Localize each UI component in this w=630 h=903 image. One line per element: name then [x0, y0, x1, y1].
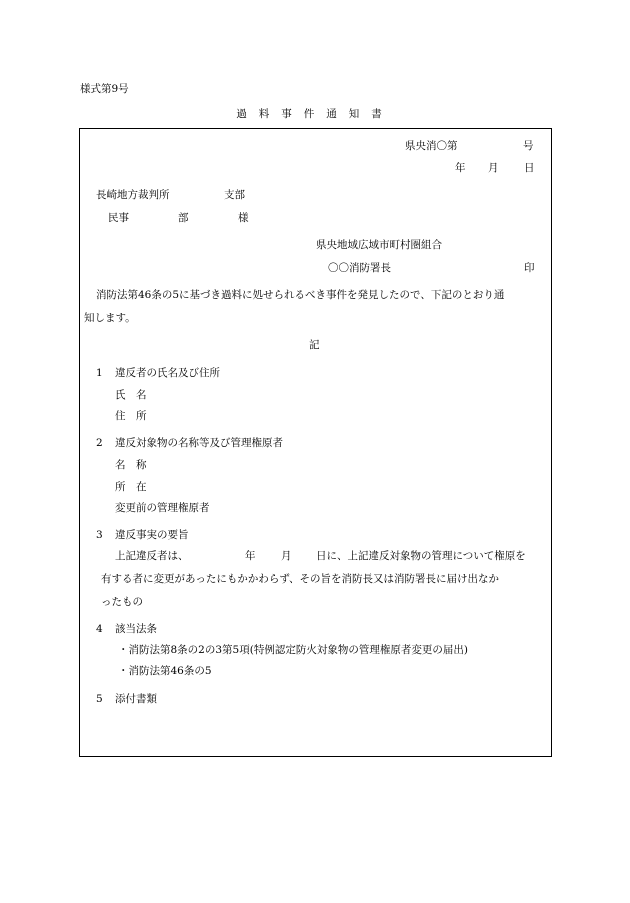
body-line-1: 消防法第46条の5に基づき過料に処せられるべき事件を発見したので、下記のとおり通 [96, 289, 505, 301]
sender-organization: 県央地域広域市町村圏組合 [316, 239, 442, 251]
section-2-location-label: 所 在 [115, 481, 147, 493]
date-day: 日 [524, 162, 535, 174]
recipient-division: 部 [178, 212, 189, 224]
section-5-number: 5 [96, 693, 103, 705]
date-month: 月 [488, 162, 499, 174]
section-3-line-1-year: 年 [245, 550, 256, 562]
recipient-branch: 支部 [224, 189, 245, 201]
section-3-line-1-rest: 日に、上記違反対象物の管理について権原を [316, 550, 526, 562]
seal-mark: 印 [524, 262, 535, 274]
section-4-bullet-1: ・消防法第8条の2の3第5項(特例認定防火対象物の管理権原者変更の届出) [118, 644, 468, 656]
reference-prefix: 県央消〇第 [405, 140, 458, 152]
ki-heading: 記 [309, 339, 320, 351]
section-2-name-label: 名 称 [115, 459, 147, 471]
section-5-title: 添付書類 [115, 693, 157, 705]
document-title: 過料事件通知書 [236, 108, 394, 120]
section-3-title: 違反事実の要旨 [115, 529, 189, 541]
section-1-name-label: 氏 名 [115, 389, 147, 401]
section-3-line-1a: 上記違反者は、 [115, 550, 189, 562]
section-3-line-3: ったもの [101, 596, 143, 608]
form-number: 様式第9号 [80, 83, 129, 95]
section-1-title: 違反者の氏名及び住所 [115, 367, 220, 379]
section-3-line-1-month: 月 [281, 550, 292, 562]
date-year: 年 [455, 162, 466, 174]
sender-name: 〇〇消防署長 [328, 262, 391, 274]
section-3-number: 3 [96, 529, 103, 541]
section-1-number: 1 [96, 367, 103, 379]
section-2-number: 2 [96, 437, 103, 449]
section-1-address-label: 住 所 [115, 410, 147, 422]
recipient-honorific: 様 [238, 212, 249, 224]
recipient-civil: 民事 [108, 212, 129, 224]
section-2-previous-owner-label: 変更前の管理権原者 [115, 502, 210, 514]
section-2-title: 違反対象物の名称等及び管理権原者 [115, 437, 283, 449]
section-4-bullet-2: ・消防法第46条の5 [118, 665, 212, 677]
recipient-court: 長崎地方裁判所 [96, 189, 170, 201]
section-4-number: 4 [96, 623, 103, 635]
section-3-line-2: 有する者に変更があったにもかかわらず、その旨を消防長又は消防署長に届け出なか [101, 573, 500, 585]
reference-suffix: 号 [523, 140, 534, 152]
section-4-title: 該当法条 [115, 623, 157, 635]
body-line-2: 知します。 [84, 312, 136, 324]
